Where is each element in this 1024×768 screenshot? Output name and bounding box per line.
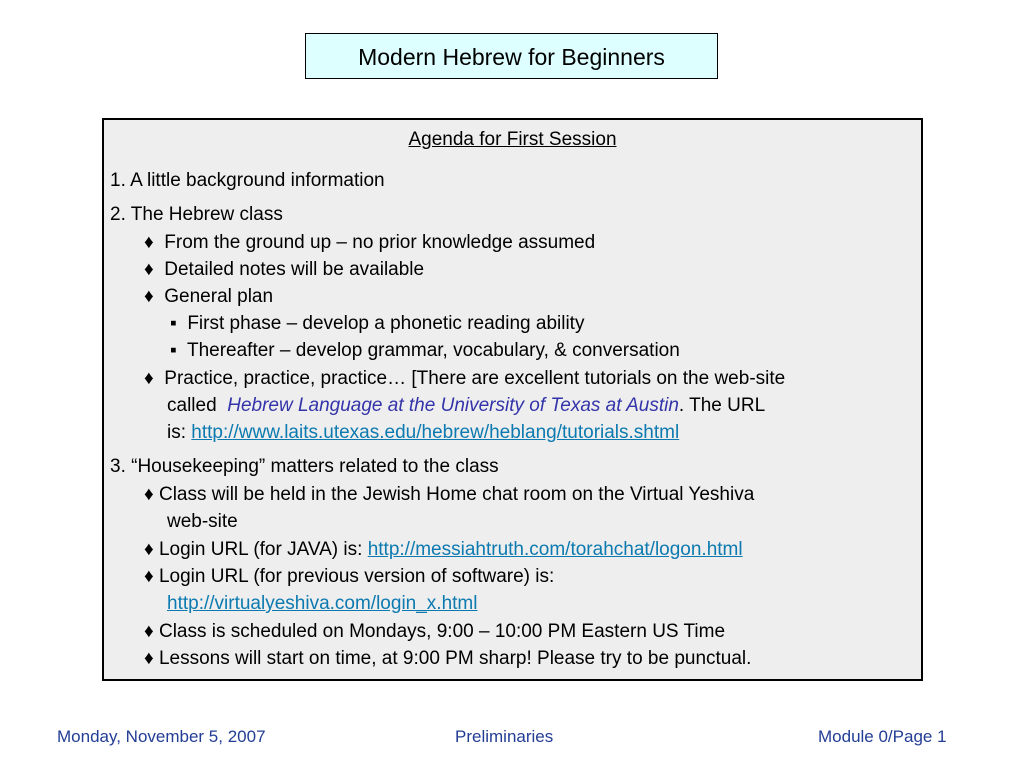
list-item: ♦ Detailed notes will be available — [144, 259, 425, 280]
list-item: ♦ From the ground up – no prior knowledge assumed — [144, 232, 596, 253]
diamond-bullet-icon: ♦ — [144, 368, 154, 389]
list-item: ♦ Class will be held in the Jewish Home chat room on the Virtual Yeshiva — [144, 484, 755, 505]
diamond-bullet-icon: ♦ — [144, 232, 154, 253]
list-item: ♦ General plan — [144, 286, 274, 307]
tutorial-site-name: Hebrew Language at the University of Texas at Austin — [227, 395, 679, 416]
list-item: ▪ First phase – develop a phonetic reading ability — [170, 313, 585, 334]
legacy-login-link[interactable]: http://virtualyeshiva.com/login_x.html — [167, 593, 478, 614]
footer-page-number: Module 0/Page 1 — [818, 727, 947, 746]
footer-section: Preliminaries — [455, 727, 554, 746]
square-bullet-icon: ▪ — [170, 313, 177, 334]
list-item: ▪ Thereafter – develop grammar, vocabulary, & conversation — [170, 340, 680, 361]
list-item: ♦ Practice, practice, practice… [There are excellent tutorials on the web-site — [144, 368, 786, 389]
list-item: ♦ Lessons will start on time, at 9:00 PM sharp! Please try to be punctual. — [144, 648, 752, 669]
list-item-continuation: is: http://www.laits.utexas.edu/hebrew/heblang/tutorials.shtml — [167, 422, 680, 443]
list-item: ♦ Login URL (for JAVA) is: http://messiahtruth.com/torahchat/logon.html — [144, 539, 743, 560]
list-item-continuation: web-site — [167, 511, 238, 532]
section-1: 1. A little background information — [110, 170, 385, 191]
square-bullet-icon: ▪ — [170, 340, 177, 361]
footer-date: Monday, November 5, 2007 — [57, 727, 266, 746]
section-3-heading: 3. “Housekeeping” matters related to the class — [110, 456, 499, 477]
list-item: ♦ Class is scheduled on Mondays, 9:00 – 10:00 PM Eastern US Time — [144, 621, 726, 642]
slide-title: Modern Hebrew for Beginners — [305, 33, 718, 79]
agenda-box — [102, 118, 923, 681]
list-item-continuation: called Hebrew Language at the University of Texas at Austin. The URL — [167, 395, 766, 416]
list-item-continuation — [167, 592, 477, 616]
diamond-bullet-icon: ♦ — [144, 286, 154, 307]
tutorials-link[interactable]: http://www.laits.utexas.edu/hebrew/heblang/tutorials.shtml — [191, 422, 680, 443]
diamond-bullet-icon: ♦ — [144, 259, 154, 280]
agenda-heading: Agenda for First Session — [408, 129, 617, 150]
java-login-link[interactable]: http://messiahtruth.com/torahchat/logon.html — [367, 539, 743, 560]
section-2-heading: 2. The Hebrew class — [110, 204, 283, 225]
list-item: ♦ Login URL (for previous version of software) is: — [144, 566, 555, 587]
